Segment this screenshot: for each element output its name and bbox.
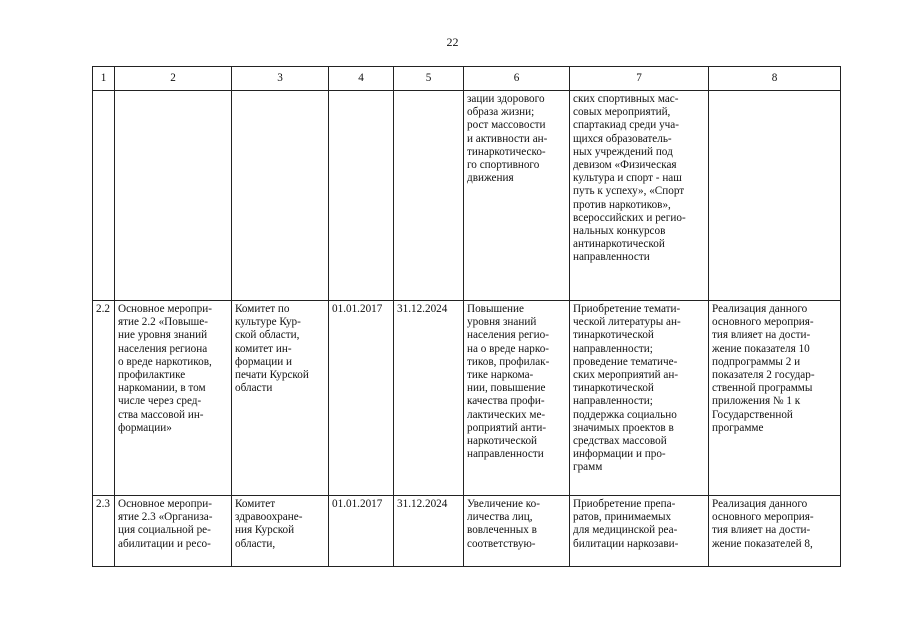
- expected-result-cell: зации здорового образа жизни; рост массовости и активности ан- тинаркотическо- го спортивного движения: [464, 91, 570, 301]
- row-number-cell: 2.2: [93, 301, 115, 496]
- start-date-cell: 01.01.2017: [329, 301, 394, 496]
- header-cell-5: 5: [394, 67, 464, 91]
- executor-cell: Комитет по культуре Кур- ской области, комитет ин- формации и печати Курской области: [232, 301, 329, 496]
- row-number-cell: 2.3: [93, 496, 115, 567]
- directions-cell: ских спортивных мас- совых мероприятий, спартакиад среди уча- щихся образователь- ных учреждений под девизом «Физическая культура и спорт - наш путь к успеху», «Спорт против наркотиков», всероссийских и регио- нальных конкурсов антинаркотической направленности: [570, 91, 709, 301]
- measure-cell: Основное меропри- ятие 2.3 «Организа- ция социальной ре- абилитации и ресо-: [115, 496, 232, 567]
- header-cell-8: 8: [709, 67, 841, 91]
- indicator-link-cell: [709, 91, 841, 301]
- measure-cell: [115, 91, 232, 301]
- indicator-link-cell: Реализация данного основного мероприя- тия влияет на дости- жение показателя 10 подпрограммы 2 и показателя 2 государ- ственной программы приложения № 1 к Государственной программе: [709, 301, 841, 496]
- expected-result-cell: Увеличение ко- личества лиц, вовлеченных в соответствую-: [464, 496, 570, 567]
- row-number-cell: [93, 91, 115, 301]
- end-date-cell: 31.12.2024: [394, 496, 464, 567]
- end-date-cell: [394, 91, 464, 301]
- executor-cell: Комитет здравоохране- ния Курской области,: [232, 496, 329, 567]
- table-row: [93, 496, 841, 567]
- end-date-cell: 31.12.2024: [394, 301, 464, 496]
- start-date-cell: 01.01.2017: [329, 496, 394, 567]
- program-measures-table: [92, 66, 841, 567]
- executor-cell: [232, 91, 329, 301]
- expected-result-cell: Повышение уровня знаний населения регио- на о вреде нарко- тиков, профилак- тике наркома- нии, повышение качества профи- лактических ме- роприятий анти- наркотической направленности: [464, 301, 570, 496]
- measure-cell: Основное меропри- ятие 2.2 «Повыше- ние уровня знаний населения региона о вреде наркотиков, профилактике наркомании, в том числе через сред- ства массовой ин- формации»: [115, 301, 232, 496]
- header-cell-4: 4: [329, 67, 394, 91]
- header-row: [93, 67, 841, 91]
- header-cell-1: 1: [93, 67, 115, 91]
- page-number: 22: [446, 35, 459, 49]
- table-row: [93, 301, 841, 496]
- header-cell-6: 6: [464, 67, 570, 91]
- directions-cell: Приобретение темати- ческой литературы ан- тинаркотической направленности; проведение тематиче- ских мероприятий ан- тинаркотической направленности; поддержка социально значимых проектов в средствах массовой информации и про- грамм: [570, 301, 709, 496]
- directions-cell: Приобретение препа- ратов, принимаемых для медицинской реа- билитации наркозави-: [570, 496, 709, 567]
- indicator-link-cell: Реализация данного основного мероприя- тия влияет на дости- жение показателей 8,: [709, 496, 841, 567]
- start-date-cell: [329, 91, 394, 301]
- table-row: [93, 91, 841, 301]
- header-cell-2: 2: [115, 67, 232, 91]
- header-cell-7: 7: [570, 67, 709, 91]
- header-cell-3: 3: [232, 67, 329, 91]
